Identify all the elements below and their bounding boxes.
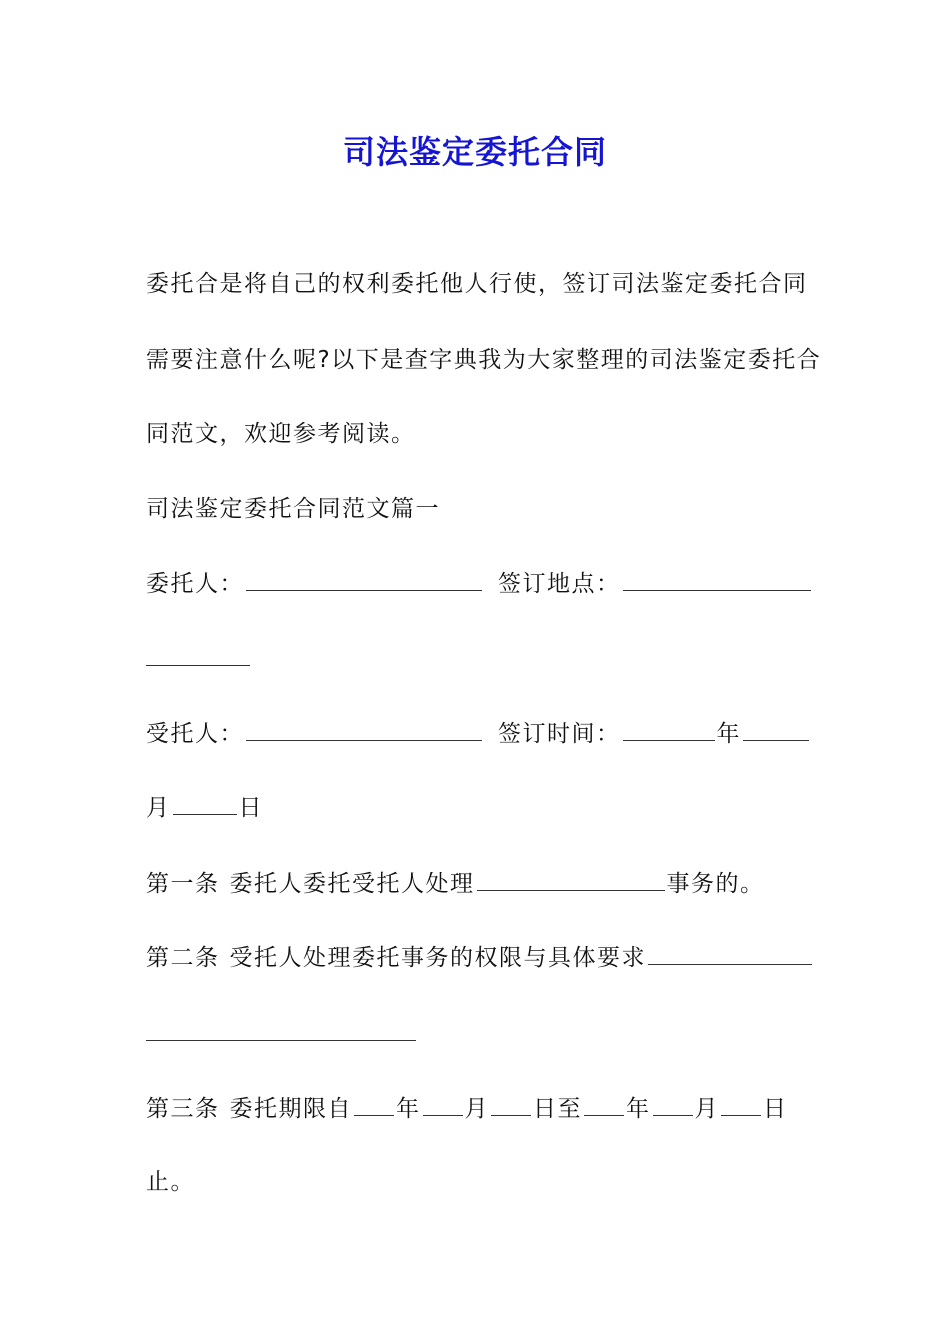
intro-line-3: 同范文，欢迎参考阅读。 [146, 421, 416, 447]
article-3-text-before: 委托期限自 [229, 1096, 352, 1122]
article-2 [146, 942, 806, 974]
sign-day-blank [173, 794, 237, 815]
sign-place-label: 签订地点： [498, 571, 621, 597]
article-3-end: 止。 [146, 1169, 195, 1195]
article-2-blank-continued [146, 1020, 416, 1041]
article-2-text: 受托人处理委托事务的权限与具体要求 [229, 945, 646, 971]
sign-time-label: 签订时间： [498, 721, 621, 747]
sign-place-continuation [146, 643, 806, 675]
client-row [146, 568, 806, 600]
agent-row [146, 718, 806, 750]
sign-month-label: 月 [146, 795, 171, 821]
sign-year-label: 年 [716, 721, 741, 747]
article-2-blank [648, 944, 812, 965]
article-3-month2-blank [653, 1095, 693, 1116]
article-3-day-to: 日至 [533, 1096, 582, 1122]
sign-place-blank-continued [146, 645, 250, 666]
article-3-day2-blank [721, 1095, 761, 1116]
article-3-day2: 日 [763, 1096, 788, 1122]
article-3-month-blank [423, 1095, 463, 1116]
sign-day-label: 日 [238, 795, 263, 821]
document-title: 司法鉴定委托合同 [342, 133, 607, 171]
article-1-blank [477, 870, 665, 891]
article-1 [146, 868, 806, 900]
article-3-year2: 年 [626, 1096, 651, 1122]
article-3-month: 月 [464, 1096, 489, 1122]
sign-time-continuation [146, 792, 806, 824]
sign-year-blank [623, 720, 715, 741]
client-label: 委托人： [146, 571, 244, 597]
client-blank [246, 570, 482, 591]
article-1-label: 第一条 [146, 871, 220, 897]
article-3 [146, 1093, 806, 1125]
article-3-month2: 月 [694, 1096, 719, 1122]
sign-place-blank [623, 570, 811, 591]
intro-line-1: 委托合是将自己的权利委托他人行使，签订司法鉴定委托合同 [146, 271, 808, 297]
article-2-continuation [146, 1018, 806, 1050]
article-3-year: 年 [396, 1096, 421, 1122]
article-3-day-blank [491, 1095, 531, 1116]
article-3-year-blank [354, 1095, 394, 1116]
agent-label: 受托人： [146, 721, 244, 747]
article-3-label: 第三条 [146, 1096, 220, 1122]
section-heading: 司法鉴定委托合同范文篇一 [146, 496, 440, 522]
article-2-label: 第二条 [146, 945, 220, 971]
article-1-text-after: 事务的。 [666, 871, 765, 897]
agent-blank [246, 720, 482, 741]
intro-line-2: 需要注意什么呢?以下是查字典我为大家整理的司法鉴定委托合 [146, 347, 822, 373]
sign-month-blank [743, 720, 809, 741]
article-1-text-before: 委托人委托受托人处理 [229, 871, 475, 897]
article-3-year2-blank [584, 1095, 624, 1116]
